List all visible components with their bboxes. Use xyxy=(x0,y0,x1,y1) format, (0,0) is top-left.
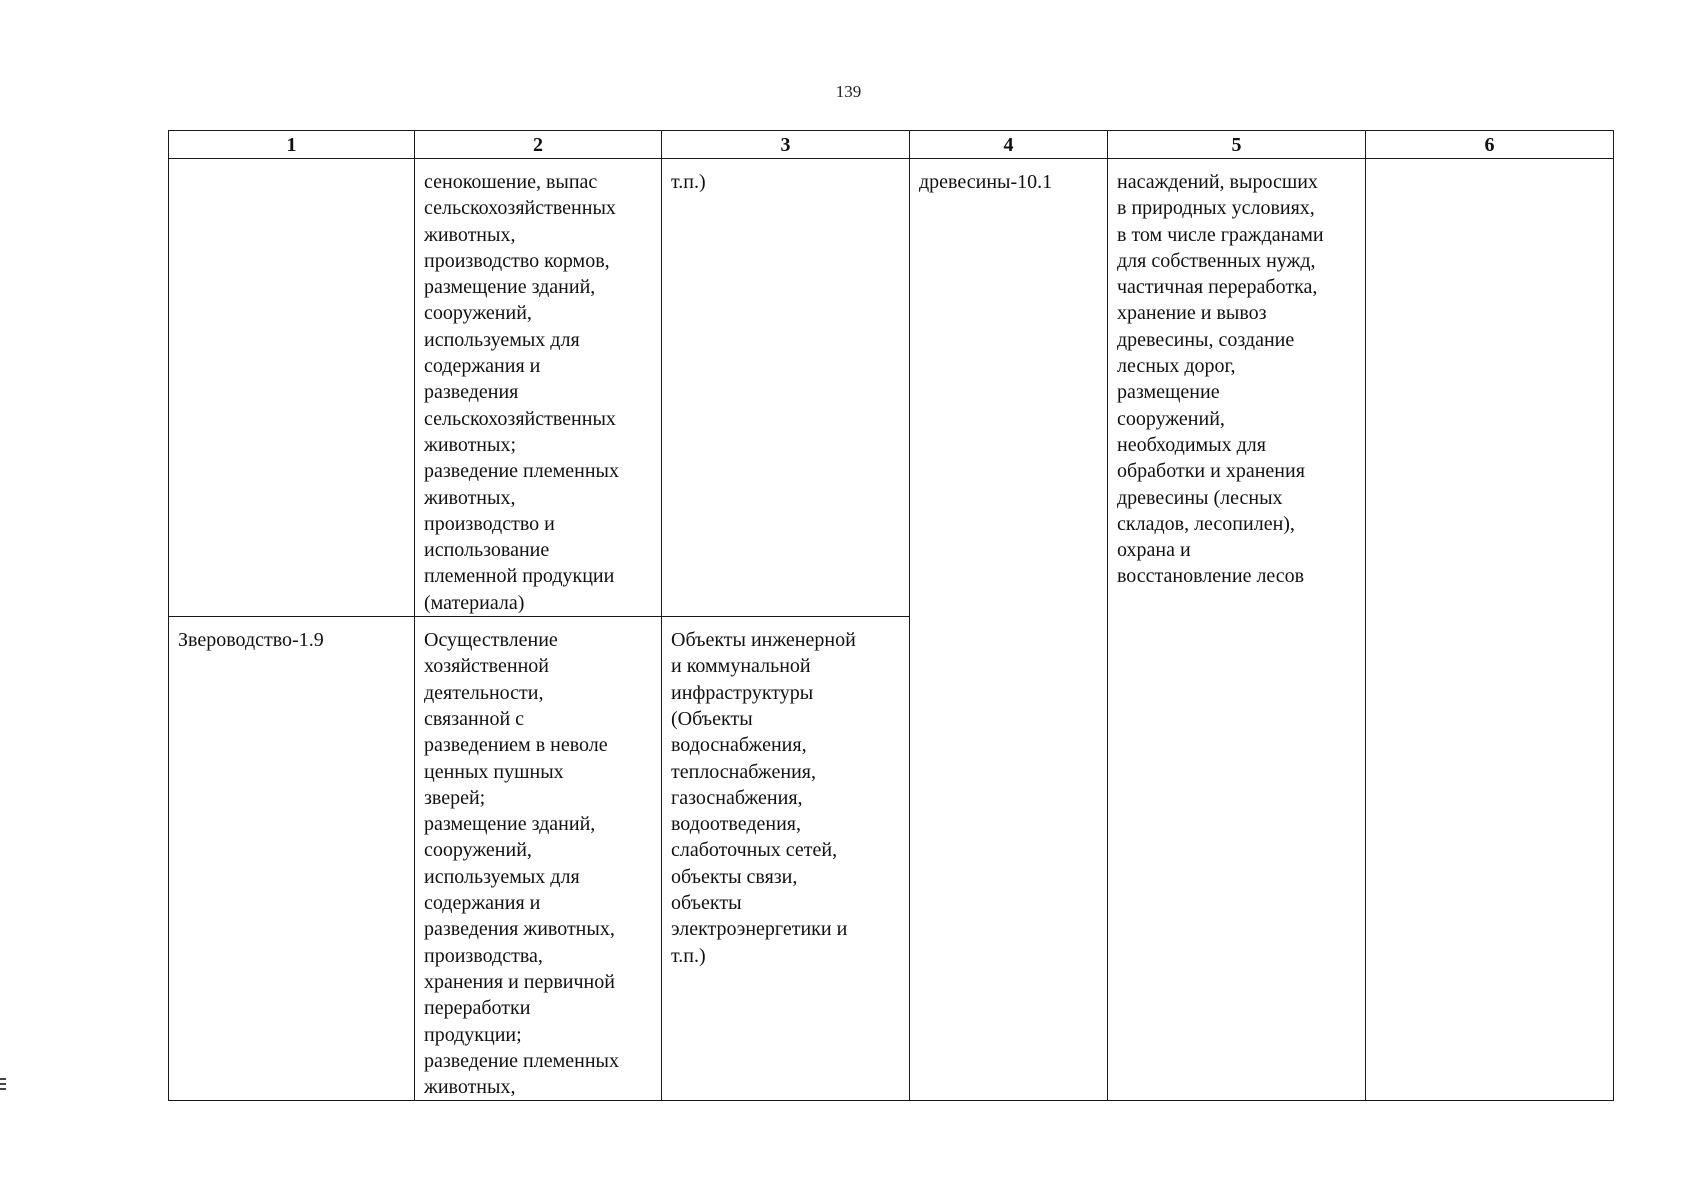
row1-col6-cell xyxy=(1366,159,1614,1101)
header-row xyxy=(169,131,1614,159)
row1-col2-cell xyxy=(415,159,662,617)
header-cell-6: 6 xyxy=(1366,131,1614,159)
header-cell-1: 1 xyxy=(169,131,415,159)
document-table-container xyxy=(168,130,1613,1099)
scan-mark xyxy=(0,1078,6,1080)
row2-col1-text: Звероводство-1.9 xyxy=(178,629,324,652)
row2-col2-text: Осуществление хозяйственной деятельности, связанной с разведением в неволе ценных пушных зверей; размещение зданий, сооружений, используемых для содержания и разведения животных, производства, хранения и первичной переработки продукции; разведение племенных животных, xyxy=(424,629,619,1099)
row2-col2-cell xyxy=(415,617,662,1101)
row1-col4-text: древесины-10.1 xyxy=(919,171,1053,193)
row1-col4-cell xyxy=(910,159,1108,1101)
header-cell-3: 3 xyxy=(662,131,910,159)
row2-col3-text: Объекты инженерной и коммунальной инфраструктуры (Объекты водоснабжения, теплоснабжения, газоснабжения, водоотведения, слаботочных сетей, объекты связи, объекты электроэнергетики и т.п.) xyxy=(671,629,856,967)
header-cell-4: 4 xyxy=(910,131,1108,159)
document-table xyxy=(168,130,1614,1101)
header-cell-5: 5 xyxy=(1108,131,1366,159)
row1-col5-text: насаждений, выросших в природных условиях, в том числе гражданами для собственных нужд, частичная переработка, хранение и вывоз древесины, создание лесных дорог, размещение сооружений, необходимых для обработки и хранения древесины (лесных складов, лесопилен), охрана и восстановление лесов xyxy=(1117,171,1324,588)
row2-col1-cell xyxy=(169,617,415,1101)
page-number: 139 xyxy=(835,82,862,101)
scan-edge-marks xyxy=(0,1078,6,1098)
table-row xyxy=(169,159,1614,617)
row1-col5-cell xyxy=(1108,159,1366,1101)
row1-col1-cell xyxy=(169,159,415,617)
row1-col2-text: сенокошение, выпас сельскохозяйственных животных, производство кормов, размещение зданий, сооружений, используемых для содержания и разведения сельскохозяйственных животных; разведение племенных животных, производство и использование племенной продукции (материала) xyxy=(424,171,619,614)
scan-mark xyxy=(0,1083,6,1085)
row2-col3-cell xyxy=(662,617,910,1101)
row1-col3-cell xyxy=(662,159,910,617)
row1-col3-text: т.п.) xyxy=(671,171,706,193)
header-cell-2: 2 xyxy=(415,131,662,159)
scan-mark xyxy=(0,1088,6,1090)
